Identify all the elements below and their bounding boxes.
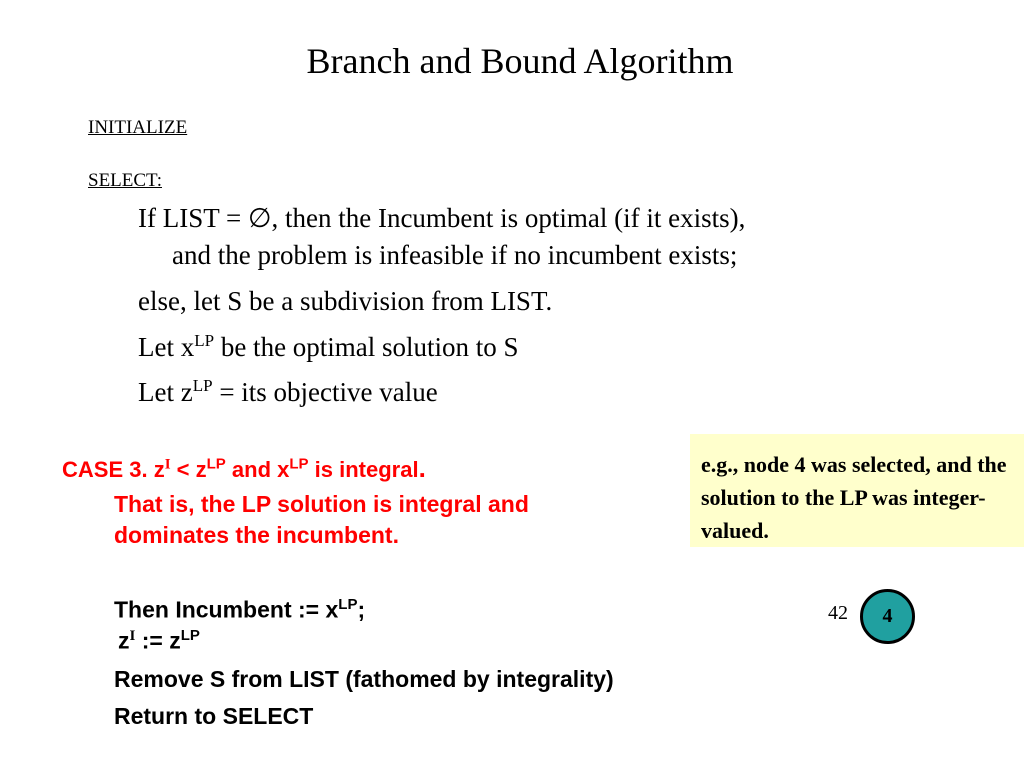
action-remove: Remove S from LIST (fathomed by integrality) bbox=[114, 666, 614, 692]
select-line-1: If LIST = ∅, then the Incumbent is optimal (if it exists), bbox=[138, 203, 746, 233]
case-desc-2: dominates the incumbent. bbox=[114, 522, 399, 548]
example-note-box: e.g., node 4 was selected, and the solution to the LP was integer-valued. bbox=[690, 434, 1024, 547]
step-select: SELECT: bbox=[88, 170, 162, 191]
select-line-5: Let $z^{LP}$ = its objective value bbox=[138, 376, 438, 407]
tree-node-4 bbox=[860, 589, 915, 644]
select-line-2: and the problem is infeasible if no incumbent exists; bbox=[172, 240, 738, 270]
select-line-3: else, let S be a subdivision from LIST. bbox=[138, 286, 553, 316]
case-heading: CASE 3. $z^I < z^{LP}$ and $x^{LP}$ is integral. bbox=[62, 453, 426, 483]
action-update-z: $z^I$ := $z^{LP}$ bbox=[118, 627, 200, 654]
node-value-label: 42 bbox=[828, 602, 848, 624]
case-desc-1: That is, the LP solution is integral and bbox=[114, 491, 529, 517]
slide-title: Branch and Bound Algorithm bbox=[306, 41, 734, 81]
action-then-incumbent: Then Incumbent := $x^{LP}$; bbox=[114, 596, 366, 623]
step-initialize: INITIALIZE bbox=[88, 117, 188, 138]
action-return: Return to SELECT bbox=[114, 703, 314, 729]
select-line-4: Let $x^{LP}$ be the optimal solution to S bbox=[138, 331, 519, 362]
tree-node-label: 4 bbox=[882, 605, 893, 627]
